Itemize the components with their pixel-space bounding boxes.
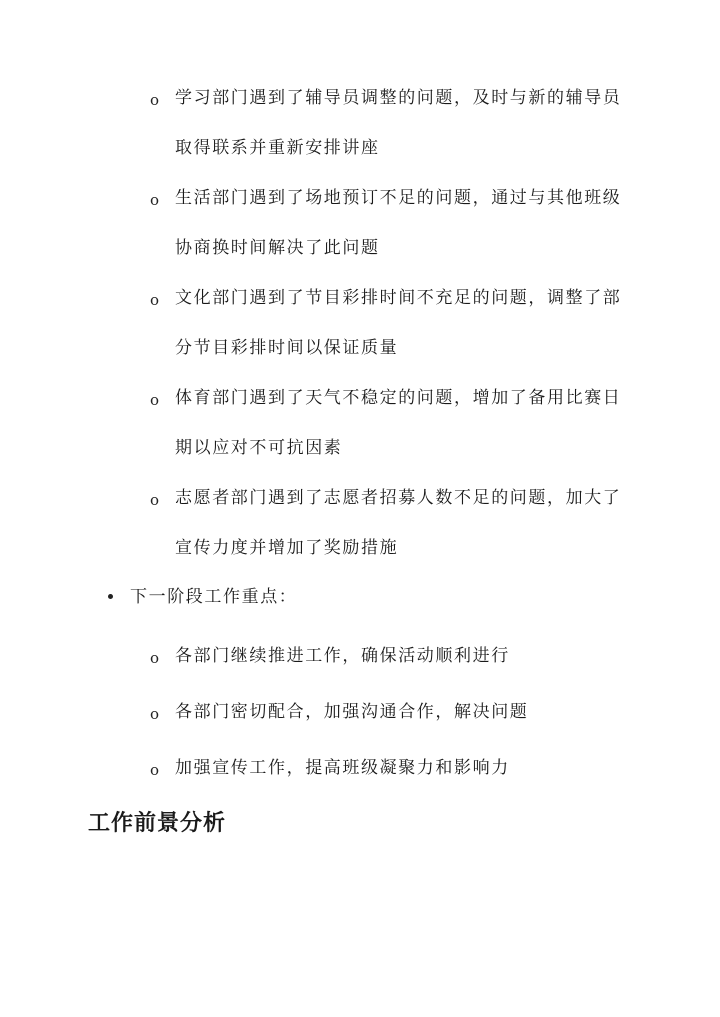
hollow-circle-bullet-icon: o [150, 649, 161, 667]
hollow-circle-bullet-icon: o [150, 291, 161, 309]
hollow-circle-bullet-icon: o [150, 705, 161, 723]
hollow-circle-bullet-icon: o [150, 391, 161, 409]
list-item-text: 体育部门遇到了天气不稳定的问题，增加了备用比赛日期以应对不可抗因素 [175, 388, 622, 458]
list-item [150, 473, 630, 573]
problem-solution-list [150, 73, 630, 573]
next-stage-list [150, 628, 630, 796]
hollow-circle-bullet-icon: o [150, 491, 161, 509]
filled-bullet-icon [108, 594, 113, 599]
list-item-text: 志愿者部门遇到了志愿者招募人数不足的问题，加大了宣传力度并增加了奖励措施 [175, 488, 622, 558]
list-item-text: 加强宣传工作，提高班级凝聚力和影响力 [175, 758, 510, 778]
section-heading: 工作前景分析 [88, 811, 227, 836]
list-item-text: 各部门密切配合，加强沟通合作，解决问题 [175, 702, 529, 722]
next-stage-label: 下一阶段工作重点： [130, 587, 298, 607]
list-item [150, 373, 630, 473]
list-item-text: 生活部门遇到了场地预订不足的问题，通过与其他班级协商换时间解决了此问题 [175, 188, 622, 258]
list-item [150, 273, 630, 373]
list-item-text: 文化部门遇到了节目彩排时间不充足的问题，调整了部分节目彩排时间以保证质量 [175, 288, 622, 358]
list-item-text: 各部门继续推进工作，确保活动顺利进行 [175, 646, 510, 666]
list-item-text: 学习部门遇到了辅导员调整的问题，及时与新的辅导员取得联系并重新安排讲座 [175, 88, 622, 158]
hollow-circle-bullet-icon: o [150, 761, 161, 779]
list-item [150, 73, 630, 173]
list-item [150, 628, 630, 684]
hollow-circle-bullet-icon: o [150, 191, 161, 209]
hollow-circle-bullet-icon: o [150, 91, 161, 109]
list-item [150, 740, 630, 796]
list-item [150, 173, 630, 273]
list-item [150, 684, 630, 740]
